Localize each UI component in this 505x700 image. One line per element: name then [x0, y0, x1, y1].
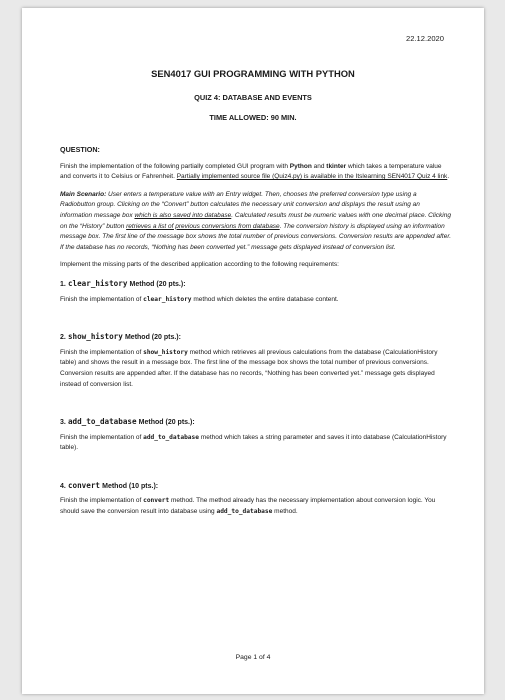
section-3-method: add_to_database	[67, 417, 137, 427]
intro-and: and	[311, 162, 327, 170]
intro-text-2: which takes a temperature value and converts it to Celsius or Fahrenheit.	[60, 162, 442, 181]
page-footer: Page 1 of 4	[235, 654, 271, 661]
scenario-paragraph	[60, 190, 452, 254]
section-1-method: clear_history	[67, 278, 128, 288]
intro-paragraph	[60, 162, 452, 183]
course-title: SEN4017 GUI PROGRAMMING WITH PYTHON	[151, 68, 355, 79]
time-allowed: TIME ALLOWED: 90 MIN.	[209, 113, 297, 122]
section-4-code: convert	[143, 497, 170, 505]
section-4-title	[60, 481, 452, 493]
section-4-code-2: add_to_database	[216, 508, 273, 516]
quiz-title: QUIZ 4: DATABASE AND EVENTS	[194, 93, 312, 102]
section-1-text-a: Finish the implementation of	[60, 295, 144, 303]
section-4-suffix: Method (10 pts.):	[102, 482, 159, 490]
section-2-number: 2.	[60, 334, 66, 342]
section-2-method: show_history	[67, 332, 123, 342]
section-1-suffix: Method (20 pts.):	[129, 280, 186, 288]
section-4-text	[60, 496, 452, 517]
scenario-underline-2: retrieves a list of previous conversions from database	[126, 222, 280, 230]
section-4-method: convert	[67, 480, 100, 490]
scenario-text-3: . The conversion history is displayed using an information message box. The first line of the message box shows the total number of previous conversions. Conversion results are appended after. If the database has no records, “Nothing has been converted yet.” message gets displayed instead of conversion list.	[60, 222, 452, 251]
section-4-text-b: method. The method already has the necessary implementation about conversion logic. You should save the conversion result into database using	[60, 497, 436, 516]
scenario-label: Main Scenario:	[60, 190, 107, 198]
document-date: 22.12.2020	[405, 34, 444, 43]
section-1-text-b: method which deletes the entire database content.	[191, 295, 339, 303]
spacer	[60, 397, 452, 409]
section-2-text-b: method which retrieves all previous calculations from the database (CalculationHistory table) and shows the result in a message box. The first line of the message box shows the total number of previous conversions. Conversion results are appended after. If the database has no records, “Nothing has been converted yet.” message gets displayed instead of conversion list.	[60, 348, 438, 388]
section-1-title	[60, 279, 452, 291]
section-3-number: 3.	[60, 419, 66, 427]
python-keyword: Python	[289, 162, 312, 170]
section-3-text	[60, 433, 452, 454]
section-2-title	[60, 332, 452, 344]
section-1-number: 1.	[60, 280, 66, 288]
section-2-text	[60, 348, 452, 390]
intro-text: Finish the implementation of the following partially completed GUI program with	[60, 162, 290, 170]
tkinter-keyword: tkinter	[326, 162, 347, 170]
section-2-text-a: Finish the implementation of	[60, 348, 144, 356]
scenario-underline-1: which is also saved into database	[134, 211, 232, 219]
document-page	[22, 8, 484, 694]
intro-end: .	[447, 173, 450, 181]
spacer	[60, 461, 452, 473]
section-3-text-b: method which takes a string parameter and saves it into database (CalculationHistory table).	[60, 433, 447, 452]
scenario-text-1: User enters a temperature value with an Entry widget. Then, chooses the preferred conversion type using a Radiobutton group. Clicking on the “Convert” button calculates the necessary unit conversion and displays the result using an information message box	[60, 190, 420, 219]
question-label: QUESTION:	[60, 145, 100, 154]
section-3-code: add_to_database	[143, 433, 199, 441]
document-body	[60, 145, 452, 525]
section-3-title	[60, 417, 452, 429]
section-2-code: show_history	[143, 348, 188, 356]
section-3-text-a: Finish the implementation of	[60, 433, 144, 441]
section-1-code: clear_history	[143, 295, 192, 303]
section-1-text	[60, 295, 452, 306]
spacer	[60, 312, 452, 324]
section-4-text-a: Finish the implementation of	[60, 497, 144, 505]
section-2-suffix: Method (20 pts.):	[124, 334, 181, 342]
scenario-text-2: . Calculated results must be numeric values with one decimal place. Clicking on the “History” button	[60, 211, 451, 230]
section-4-text-c: method.	[272, 508, 298, 516]
source-file-link[interactable]: Partially implemented source file (Quiz4.py) is available in the Itslearning SEN4017 Quiz 4 link	[176, 173, 448, 181]
section-3-suffix: Method (20 pts.):	[138, 419, 195, 427]
implement-instructions: Implement the missing parts of the described application according to the following requirements:	[60, 261, 339, 269]
section-4-number: 4.	[60, 482, 66, 490]
